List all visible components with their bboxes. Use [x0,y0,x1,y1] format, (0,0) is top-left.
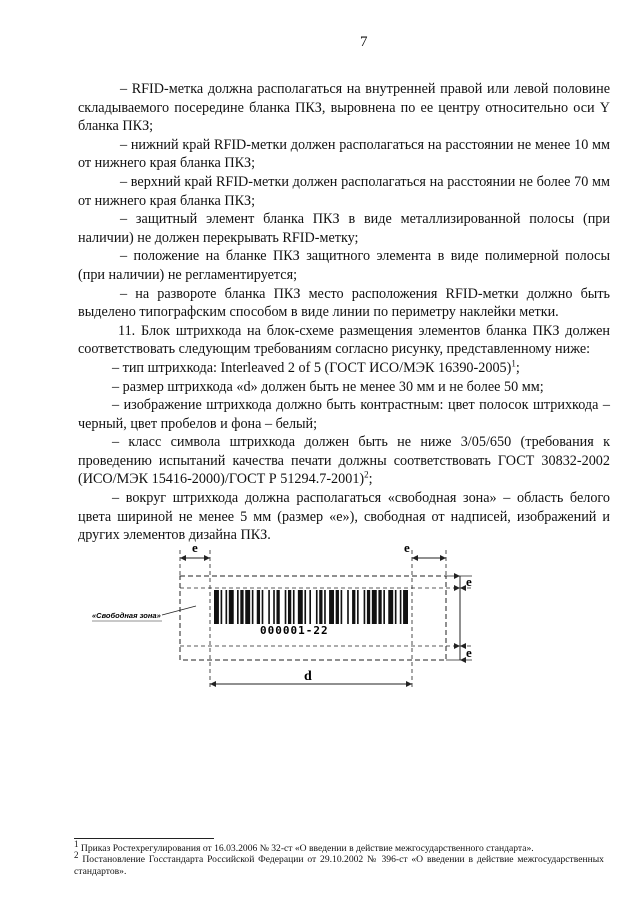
paragraph-rfid-outline: – на развороте бланка ПКЗ место расположения RFID-метки должно быть выделено типографским способом в виде линии по периметру наклейки метки. [78,285,610,321]
barcode-bar [364,590,366,624]
barcode-bar [378,590,381,624]
paragraph-free-zone: – вокруг штрихкода должна располагаться «свободная зона» – область белого цвета шириной не менее 5 мм (размер «е»), свободная от надписей, изображений и других элементов дизайна ПКЗ. [78,490,610,544]
barcode-diagram [92,538,482,698]
footnote-1-text: Приказ Ростехрегулирования от 16.03.2006 № 32-ст «О введении в действие межгосударственного стандарта». [80,843,534,854]
barcode-bar [367,590,370,624]
page-number: 7 [360,34,368,50]
barcode-class-tail: ; [368,471,373,488]
barcode-bar [273,590,275,624]
dim-d-label: d [304,669,312,684]
barcode-bar [400,590,402,624]
footnotes [74,838,604,877]
barcode-bar [245,590,250,624]
dim-e-right-label: e [404,540,410,555]
footnote-ref-1: 1 [511,358,516,369]
footnote-1-mark: 1 [74,838,79,849]
free-zone-leader [162,606,196,615]
barcode-bar [304,590,306,624]
paragraph-metal-strip: – защитный элемент бланка ПКЗ в виде металлизированной полосы (при наличии) не должен перекрывать RFID-метку; [78,211,610,246]
barcode-bar [257,590,260,624]
barcode-class-text: – класс символа штрихкода должен быть не ниже 3/05/650 (требования к проведению испытаний качества печати должны соответствовать ГОСТ 30832-2002 (ИСО/МЭК 15416-2000)/ГОСТ Р 51294.7-2001) [78,434,610,488]
barcode-bar [316,590,318,624]
barcode-number: 000001-22 [260,624,329,637]
barcode-bar [268,590,270,624]
barcode-bar [276,590,279,624]
barcode-bar [324,590,326,624]
paragraph-polymer-strip: – положение на бланке ПКЗ защитного элемента в виде полимерной полосы (при наличии) не регламентируется; [78,248,610,283]
dim-e-left-label: e [192,540,198,555]
body-text [78,80,610,545]
paragraph-rfid-bottom-edge: – нижний край RFID-метки должен располагаться на расстоянии не менее 10 мм от нижнего края бланка ПКЗ; [78,136,610,172]
paragraph-barcode-contrast: – изображение штрихкода должно быть контрастным: цвет полосок штрихкода – черный, цвет пробелов и фона – белый; [78,397,610,432]
barcode-bar [336,590,339,624]
footnote-2-mark: 2 [74,850,79,861]
barcode-bar [341,590,343,624]
barcode-bars [214,590,408,624]
barcode-bar [319,590,322,624]
barcode-bar [298,590,303,624]
dim-e-bottom-vertical-label: e [466,645,472,660]
barcode-bar [309,590,311,624]
barcode-bar [288,590,291,624]
barcode-bar [293,590,295,624]
barcode-bar [252,590,254,624]
barcode-bar [226,590,228,624]
barcode-bar [388,590,393,624]
barcode-bar [395,590,397,624]
paragraph-barcode-block: 11. Блок штрихкода на блок-схеме размещения элементов бланка ПКЗ должен соответствовать следующим требованиям согласно рисунку, представленному ниже: [78,322,610,358]
paragraph-barcode-class [78,433,610,489]
barcode-bar [403,590,408,624]
free-zone-label: «Свободная зона» [92,611,161,620]
dim-e-top-vertical-label: e [466,574,472,589]
barcode-bar [329,590,334,624]
paragraph-barcode-size: – размер штрихкода «d» должен быть не менее 30 мм и не более 50 мм; [112,378,544,395]
footnote-divider [74,838,214,839]
barcode-bar [357,590,359,624]
paragraph-rfid-position: – RFID-метка должна располагаться на внутренней правой или левой половине складываемого посередине бланка ПКЗ, выровнена по ее центру относительно оси Y бланка ПКЗ; [78,81,610,135]
barcode-bar [221,590,223,624]
paragraph-barcode-type [78,359,610,378]
barcode-bar [372,590,377,624]
barcode-bar [262,590,264,624]
footnote-2-text: Постановление Госстандарта Российской Федерации от 29.10.2002 № 396-ст «О введении в действие межгосударственных стандартов». [74,854,604,877]
footnote-2 [74,850,604,877]
footnote-1 [74,838,604,854]
barcode-bar [352,590,355,624]
barcode-bar [347,590,349,624]
barcode-bar [285,590,287,624]
barcode-type-text: – тип штрихкода: Interleaved 2 of 5 (ГОСТ ИСО/МЭК 16390-2005) [112,359,512,376]
barcode-bar [237,590,239,624]
barcode-bar [214,590,219,624]
barcode-type-tail: ; [515,359,520,376]
barcode-bar [383,590,385,624]
paragraph-rfid-top-edge: – верхний край RFID-метки должен располагаться на расстоянии не более 70 мм от нижнего края бланка ПКЗ; [78,173,610,209]
footnote-ref-2: 2 [364,469,369,480]
barcode-bar [229,590,234,624]
barcode-bar [240,590,243,624]
